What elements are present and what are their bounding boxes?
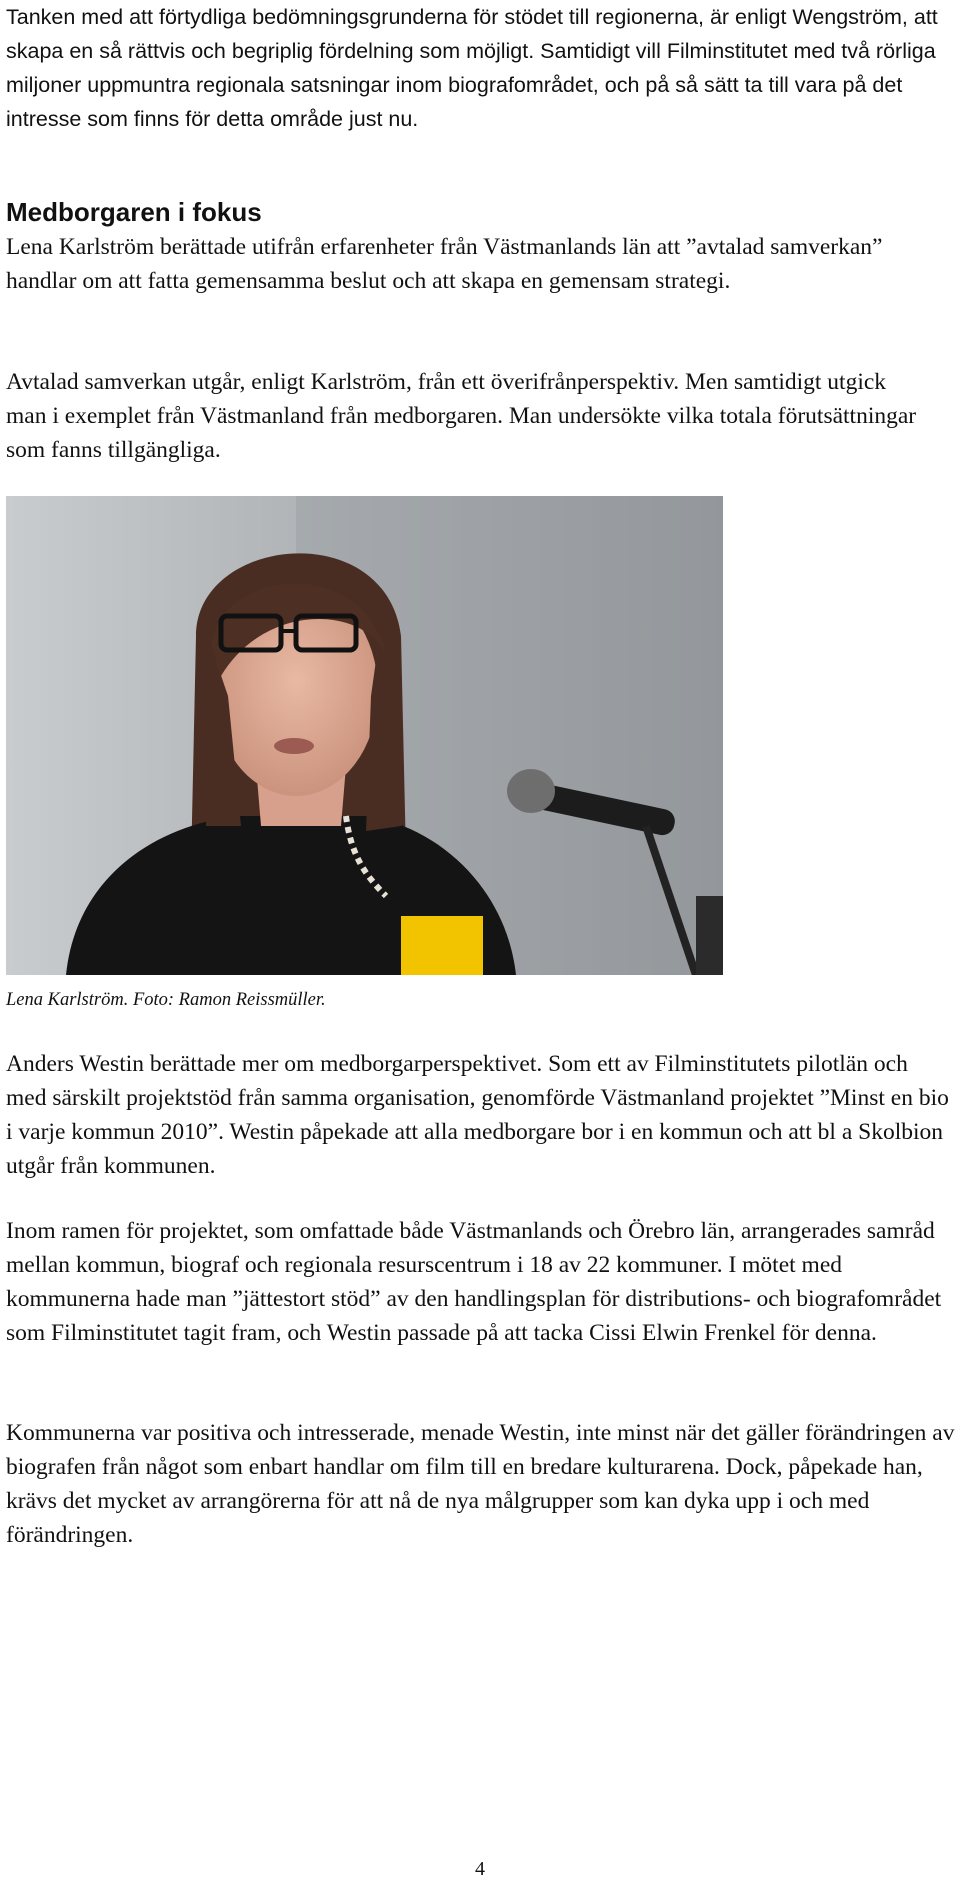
paragraph-westin-medborgar: Anders Westin berättade mer om medborgarperspektivet. Som ett av Filminstitutets pilotlän och med särskilt projektstöd från samma organisation, genomförde Västmanland projektet ”Minst en bio i varje kommun 2010”. Westin påpekade att alla medborgare bor i en kommun och att bl a Skolbion utgår från kommunen. — [6, 1051, 949, 1179]
page-number: 4 — [475, 1858, 485, 1880]
paragraph-samrad: Inom ramen för projektet, som omfattade både Västmanlands och Örebro län, arrangerades samråd mellan kommun, biograf och regionala resurscentrum i 18 av 22 kommuner. I mötet med kommunerna hade man ”jättestort stöd” av den handlingsplan för distributions- och biografområdet som Filminstitutet tagit fram, och Westin passade på att tacka Cissi Elwin Frenkel för denna. — [6, 1218, 942, 1346]
paragraph-avtalad-samverkan: Lena Karlström berättade utifrån erfarenheter från Västmanlands län att ”avtalad samverkan” handlar om att fatta gemensamma beslut och att skapa en gemensam strategi. — [6, 234, 883, 294]
paragraph-overifran: Avtalad samverkan utgår, enligt Karlström, från ett överifrånperspektiv. Men samtidigt utgick man i exemplet från Västmanland från medborgaren. Man undersökte vilka totala förutsättningar som fanns tillgängliga. — [6, 369, 917, 463]
section-heading: Medborgaren i fokus — [6, 197, 262, 227]
photo-caption: Lena Karlström. Foto: Ramon Reissmüller. — [6, 990, 326, 1010]
speaker-photo — [6, 496, 723, 975]
intro-paragraph: Tanken med att förtydliga bedömningsgrunderna för stödet till regionerna, är enligt Wengström, att skapa en så rättvis och begriplig fördelning som möjligt. Samtidigt vill Filminstitutet med två rörliga miljoner uppmuntra regionala satsningar inom biografområdet, och på så sätt ta till vara på det intresse som finns för detta område just nu. — [6, 5, 938, 131]
paragraph-kommunerna: Kommunerna var positiva och intresserade, menade Westin, inte minst när det gäller förändringen av biografen från något som enbart handlar om film till en bredare kulturarena. Dock, påpekade han, krävs det mycket av arrangörerna för att nå de nya målgrupper som kan dyka upp i och med förändringen. — [6, 1420, 955, 1548]
